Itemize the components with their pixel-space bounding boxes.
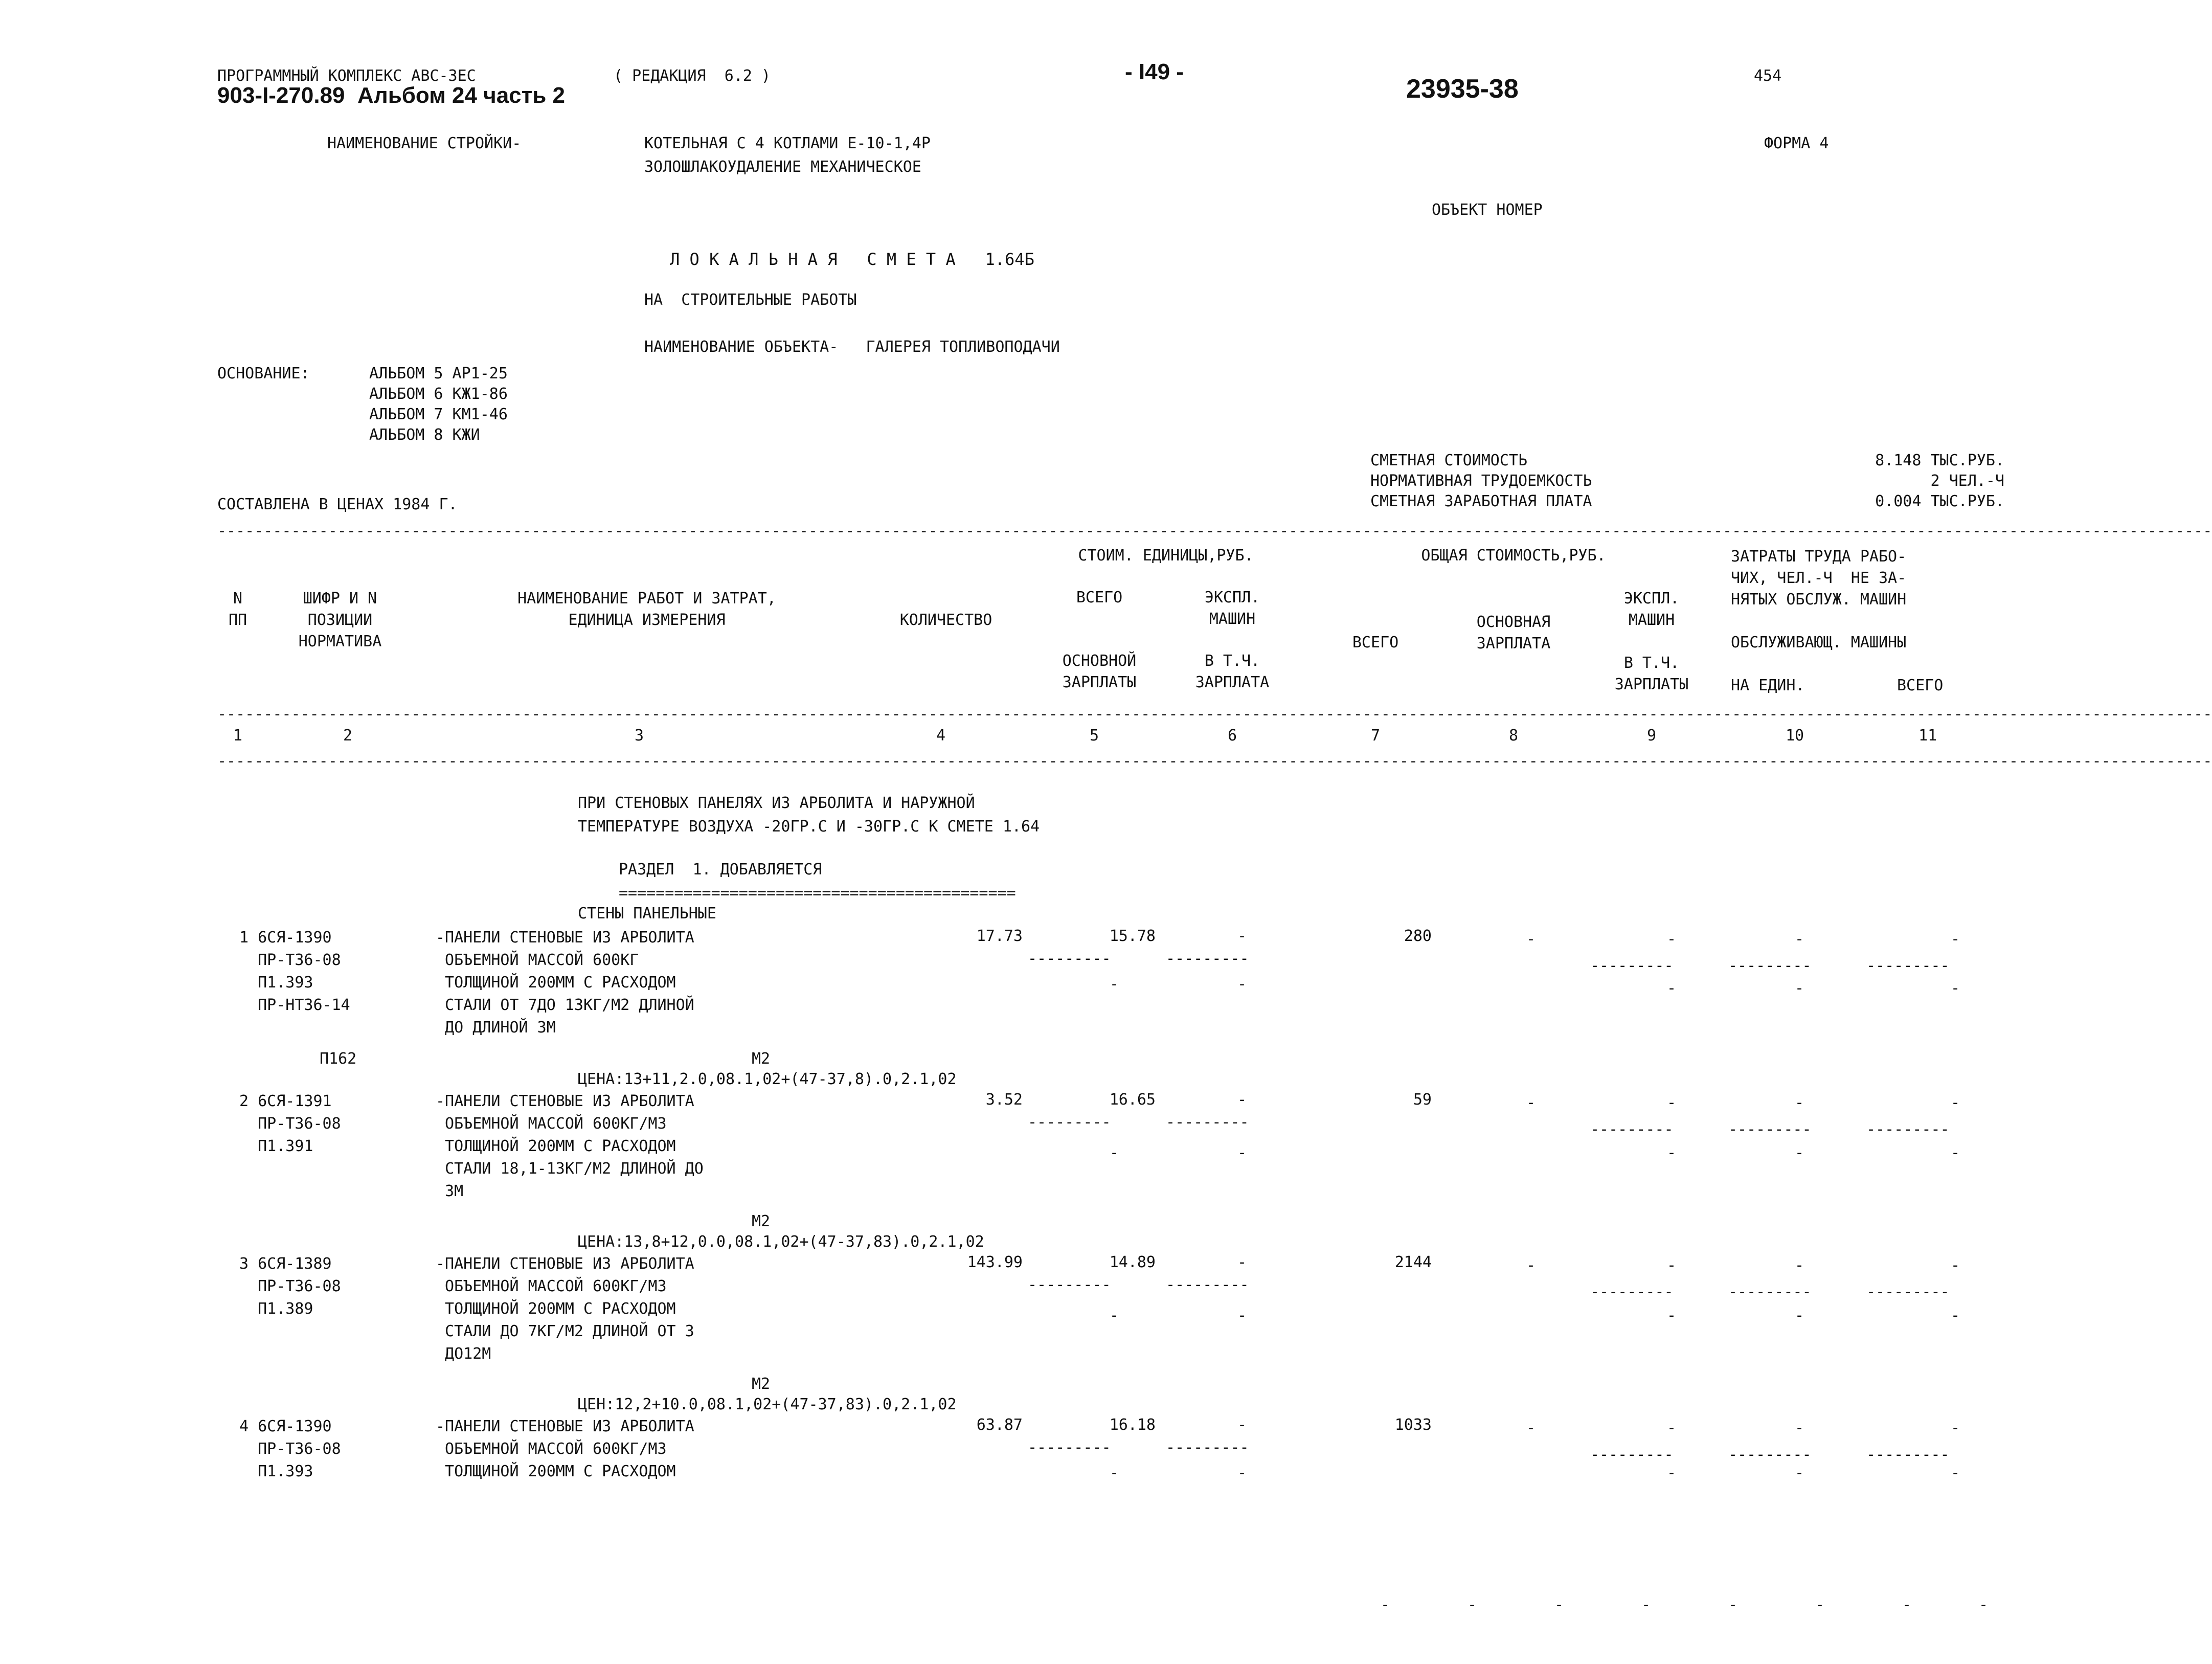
item-machines: - <box>1237 927 1247 945</box>
item-price-formula: ЦЕНА:13,8+12,0.0,08.1,02+(47-37,83).0,2.1,02 <box>578 1233 984 1251</box>
table-top-rule: ------------------------------------------------------------------------------------------------------------------------------------------------------------------------------------------------------------------------ <box>217 522 2212 540</box>
cell-rule: --------- <box>1590 1120 1674 1138</box>
col-header-labor-service: ОБСЛУЖИВАЮЩ. МАШИНЫ <box>1731 634 1907 651</box>
cell-rule: --------- <box>1728 1446 1812 1464</box>
empty-cell: - <box>1667 1307 1677 1324</box>
footer-dash: - <box>1554 1596 1564 1614</box>
col-header-unit-wage: ОСНОВНОЙ ЗАРПЛАТЫ <box>1062 652 1137 691</box>
footer-dash: - <box>1979 1596 1989 1614</box>
cell-rule: --------- <box>1166 950 1249 968</box>
footer-dash: - <box>1468 1596 1477 1614</box>
basis-item: АЛЬБОМ 8 КЖИ <box>369 426 480 444</box>
item-code: 4 6СЯ-1390 ПР-ТЗ6-08 П1.393 <box>239 1418 341 1480</box>
item-quantity: 143.99 <box>967 1253 1023 1271</box>
estimate-title: Л О К А Л Ь Н А Я С М Е Т А 1.64Б <box>670 250 1034 269</box>
col-number: 2 <box>343 727 353 745</box>
footer-dash: - <box>1815 1596 1825 1614</box>
empty-cell: - <box>1667 1256 1677 1274</box>
cell-rule: --------- <box>1166 1276 1249 1294</box>
item-total: 280 <box>1404 927 1432 945</box>
empty-cell: - <box>1951 1307 1960 1324</box>
object-name: НАИМЕНОВАНИЕ ОБЪЕКТА- ГАЛЕРЕЯ ТОПЛИВОПОДАЧИ <box>644 338 1060 356</box>
col-header-unit-total: ВСЕГО <box>1076 589 1123 606</box>
item-description: -ПАНЕЛИ СТЕНОВЫЕ ИЗ АРБОЛИТА ОБЪЕМНОЙ МАССОЙ 600КГ/М3 ТОЛЩИНОЙ 200ММ С РАСХОДОМ СТАЛИ ДО 7КГ/М2 ДЛИНОЙ ОТ 3 ДО12М <box>436 1255 694 1363</box>
cell-rule: --------- <box>1728 957 1812 975</box>
empty-cell: - <box>1951 1464 1960 1482</box>
empty-cell: - <box>1110 1464 1119 1482</box>
col-number: 7 <box>1370 727 1381 745</box>
empty-cell: - <box>1795 930 1804 948</box>
estimate-subtitle: НА СТРОИТЕЛЬНЫЕ РАБОТЫ <box>644 291 857 309</box>
item-unit-price: 16.18 <box>1109 1416 1156 1434</box>
document-number: 23935-38 <box>1406 74 1519 104</box>
summary-value: 2 ЧЕЛ.-Ч <box>1930 472 2004 490</box>
item-quantity: 63.87 <box>976 1416 1023 1434</box>
col-number: 5 <box>1089 727 1099 745</box>
empty-cell: - <box>1951 1256 1960 1274</box>
cell-rule: --------- <box>1028 950 1111 968</box>
col-header-total-machines: ЭКСПЛ. МАШИН <box>1623 590 1680 629</box>
summary-value: 8.148 ТЫС.РУБ. <box>1875 452 2004 469</box>
section-note: ПРИ СТЕНОВЫХ ПАНЕЛЯХ ИЗ АРБОЛИТА И НАРУЖНОЙ <box>578 794 975 812</box>
empty-cell: - <box>1110 975 1119 993</box>
item-unit: М2 <box>752 1050 771 1068</box>
item-price-formula: ЦЕН:12,2+10.0,08.1,02+(47-37,83).0,2.1,02 <box>578 1396 957 1413</box>
empty-cell: - <box>1526 1094 1536 1112</box>
cell-rule: --------- <box>1866 957 1950 975</box>
item-description: -ПАНЕЛИ СТЕНОВЫЕ ИЗ АРБОЛИТА ОБЪЕМНОЙ МАССОЙ 600КГ/М3 ТОЛЩИНОЙ 200ММ С РАСХОДОМ СТАЛИ 18,1-13КГ/М2 ДЛИНОЙ ДО 3М <box>436 1092 704 1200</box>
section-title: РАЗДЕЛ 1. ДОБАВЛЯЕТСЯ <box>619 861 822 879</box>
empty-cell: - <box>1667 1144 1677 1162</box>
item-quantity: 17.73 <box>976 927 1023 945</box>
construction-line-2: ЗОЛОШЛАКОУДАЛЕНИЕ МЕХАНИЧЕСКОЕ <box>644 158 921 176</box>
col-number: 6 <box>1227 727 1237 745</box>
item-code: 1 6СЯ-1390 ПР-ТЗ6-08 П1.393 ПР-НТ36-14 <box>239 929 350 1014</box>
object-number-label: ОБЪЕКТ НОМЕР <box>1432 201 1543 219</box>
col-number: 9 <box>1646 727 1657 745</box>
cell-rule: --------- <box>1166 1438 1249 1456</box>
empty-cell: - <box>1795 1307 1804 1324</box>
summary-label: СМЕТНАЯ СТОИМОСТЬ <box>1370 452 1528 469</box>
item-machines: - <box>1237 1416 1247 1434</box>
item-quantity: 3.52 <box>985 1091 1023 1109</box>
cell-rule: --------- <box>1866 1283 1950 1301</box>
col-number: 8 <box>1508 727 1519 745</box>
basis-item: АЛЬБОМ 6 КЖ1-86 <box>369 385 508 403</box>
col-header-total-wage: ОСНОВНАЯ ЗАРПЛАТА <box>1476 613 1551 653</box>
empty-cell: - <box>1795 1094 1804 1112</box>
cell-rule: --------- <box>1028 1276 1111 1294</box>
col-header-unit-machines: ЭКСПЛ. МАШИН <box>1204 589 1260 628</box>
footer-dash: - <box>1728 1596 1738 1614</box>
item-total: 2144 <box>1394 1253 1432 1271</box>
basis-item: АЛЬБОМ 7 КМ1-46 <box>369 406 508 423</box>
empty-cell: - <box>1795 1419 1804 1437</box>
empty-cell: - <box>1951 1144 1960 1162</box>
empty-cell: - <box>1951 979 1960 997</box>
section-rule: =========================================== <box>619 884 1016 902</box>
program-name: ПРОГРАММНЫЙ КОМПЛЕКС АВС-3ЕС <box>217 67 476 85</box>
empty-cell: - <box>1526 930 1536 948</box>
col-number: 3 <box>634 727 644 745</box>
col-header-number: N ПП <box>228 590 247 629</box>
form-label: ФОРМА 4 <box>1764 134 1829 152</box>
item-unit: М2 <box>752 1375 771 1393</box>
cell-rule: --------- <box>1590 957 1674 975</box>
cell-rule: --------- <box>1590 1283 1674 1301</box>
prices-note: СОСТАВЛЕНА В ЦЕНАХ 1984 Г. <box>217 496 458 513</box>
item-description: -ПАНЕЛИ СТЕНОВЫЕ ИЗ АРБОЛИТА ОБЪЕМНОЙ МАССОЙ 600КГ/М3 ТОЛЩИНОЙ 200ММ С РАСХОДОМ <box>436 1418 694 1480</box>
empty-cell: - <box>1667 1464 1677 1482</box>
footer-dash: - <box>1381 1596 1390 1614</box>
empty-cell: - <box>1667 1094 1677 1112</box>
cell-rule: --------- <box>1866 1446 1950 1464</box>
col-number: 11 <box>1918 727 1937 745</box>
col-header-labor: ЗАТРАТЫ ТРУДА РАБО- ЧИХ, ЧЕЛ.-Ч НЕ ЗА- НЯТЫХ ОБСЛУЖ. МАШИН <box>1731 548 1907 609</box>
basis-label: ОСНОВАНИЕ: <box>217 365 310 383</box>
cell-rule: --------- <box>1728 1283 1812 1301</box>
empty-cell: - <box>1237 1464 1247 1482</box>
item-unit-price: 15.78 <box>1109 927 1156 945</box>
item-price-formula: ЦЕНА:13+11,2.0,08.1,02+(47-37,8).0,2.1,02 <box>578 1070 957 1088</box>
construction-label: НАИМЕНОВАНИЕ СТРОЙКИ- <box>327 134 522 152</box>
empty-cell: - <box>1237 1307 1247 1324</box>
item-total: 1033 <box>1394 1416 1432 1434</box>
empty-cell: - <box>1110 1307 1119 1324</box>
cell-rule: --------- <box>1166 1113 1249 1131</box>
construction-line-1: КОТЕЛЬНАЯ С 4 КОТЛАМИ Е-10-1,4Р <box>644 134 931 152</box>
empty-cell: - <box>1951 1419 1960 1437</box>
page-number: - I49 - <box>1125 59 1184 84</box>
cell-rule: --------- <box>1028 1438 1111 1456</box>
empty-cell: - <box>1795 1256 1804 1274</box>
summary-label: НОРМАТИВНАЯ ТРУДОЕМКОСТЬ <box>1370 472 1592 490</box>
item-machines: - <box>1237 1253 1247 1271</box>
empty-cell: - <box>1237 975 1247 993</box>
summary-label: СМЕТНАЯ ЗАРАБОТНАЯ ПЛАТА <box>1370 492 1592 510</box>
cell-rule: --------- <box>1866 1120 1950 1138</box>
item-machines: - <box>1237 1091 1247 1109</box>
cell-rule: --------- <box>1590 1446 1674 1464</box>
empty-cell: - <box>1110 1144 1119 1162</box>
album-reference: 903-I-270.89 Альбом 24 часть 2 <box>217 83 565 108</box>
col-header-quantity: КОЛИЧЕСТВО <box>899 611 992 629</box>
col-header-description: НАИМЕНОВАНИЕ РАБОТ И ЗАТРАТ, ЕДИНИЦА ИЗМЕРЕНИЯ <box>517 590 776 629</box>
empty-cell: - <box>1526 1256 1536 1274</box>
item-code: 2 6СЯ-1391 ПР-ТЗ6-08 П1.391 <box>239 1092 341 1155</box>
cell-rule: --------- <box>1728 1120 1812 1138</box>
col-header-labor-unit: НА ЕДИН. <box>1731 677 1805 694</box>
col-header-unit-machine-wage: В Т.Ч. ЗАРПЛАТА <box>1195 652 1270 691</box>
empty-cell: - <box>1667 979 1677 997</box>
edition: ( РЕДАКЦИЯ 6.2 ) <box>614 67 771 85</box>
section-note: ТЕМПЕРАТУРЕ ВОЗДУХА -20ГР.С И -30ГР.С К СМЕТЕ 1.64 <box>578 818 1040 836</box>
item-unit-price: 16.65 <box>1109 1091 1156 1109</box>
cell-rule: --------- <box>1028 1113 1111 1131</box>
item-extra-code: П162 <box>320 1050 357 1068</box>
col-header-total-all: ВСЕГО <box>1352 634 1399 651</box>
item-total: 59 <box>1413 1091 1432 1109</box>
col-header-total-machine-wage: В Т.Ч. ЗАРПЛАТЫ <box>1614 654 1689 693</box>
col-header-total-cost: ОБЩАЯ СТОИМОСТЬ,РУБ. <box>1421 547 1606 565</box>
item-description: -ПАНЕЛИ СТЕНОВЫЕ ИЗ АРБОЛИТА ОБЪЕМНОЙ МАССОЙ 600КГ ТОЛЩИНОЙ 200ММ С РАСХОДОМ СТАЛИ ОТ 7ДО 13КГ/М2 ДЛИНОЙ ДО ДЛИНОЙ 3М <box>436 929 694 1037</box>
empty-cell: - <box>1667 1419 1677 1437</box>
corner-number: 454 <box>1754 67 1782 85</box>
col-header-unit-cost: СТОИМ. ЕДИНИЦЫ,РУБ. <box>1078 547 1254 565</box>
footer-dash: - <box>1902 1596 1912 1614</box>
item-unit-price: 14.89 <box>1109 1253 1156 1271</box>
empty-cell: - <box>1526 1419 1536 1437</box>
empty-cell: - <box>1795 1144 1804 1162</box>
item-unit: М2 <box>752 1212 771 1230</box>
table-numbers-rule: ------------------------------------------------------------------------------------------------------------------------------------------------------------------------------------------------------------------------ <box>217 752 2212 770</box>
col-number: 10 <box>1785 727 1804 745</box>
empty-cell: - <box>1951 930 1960 948</box>
footer-dash: - <box>1641 1596 1651 1614</box>
basis-item: АЛЬБОМ 5 АР1-25 <box>369 365 508 383</box>
empty-cell: - <box>1667 930 1677 948</box>
col-number: 4 <box>936 727 946 745</box>
col-header-code: ШИФР И N ПОЗИЦИИ НОРМАТИВА <box>298 590 382 650</box>
empty-cell: - <box>1951 1094 1960 1112</box>
col-header-labor-total: ВСЕГО <box>1897 677 1944 694</box>
empty-cell: - <box>1795 979 1804 997</box>
empty-cell: - <box>1795 1464 1804 1482</box>
group-title: СТЕНЫ ПАНЕЛЬНЫЕ <box>578 905 716 923</box>
summary-value: 0.004 ТЫС.РУБ. <box>1875 492 2004 510</box>
item-code: 3 6СЯ-1389 ПР-ТЗ6-08 П1.389 <box>239 1255 341 1318</box>
col-number: 1 <box>233 727 243 745</box>
empty-cell: - <box>1237 1144 1247 1162</box>
table-header-rule: ------------------------------------------------------------------------------------------------------------------------------------------------------------------------------------------------------------------------ <box>217 705 2212 723</box>
